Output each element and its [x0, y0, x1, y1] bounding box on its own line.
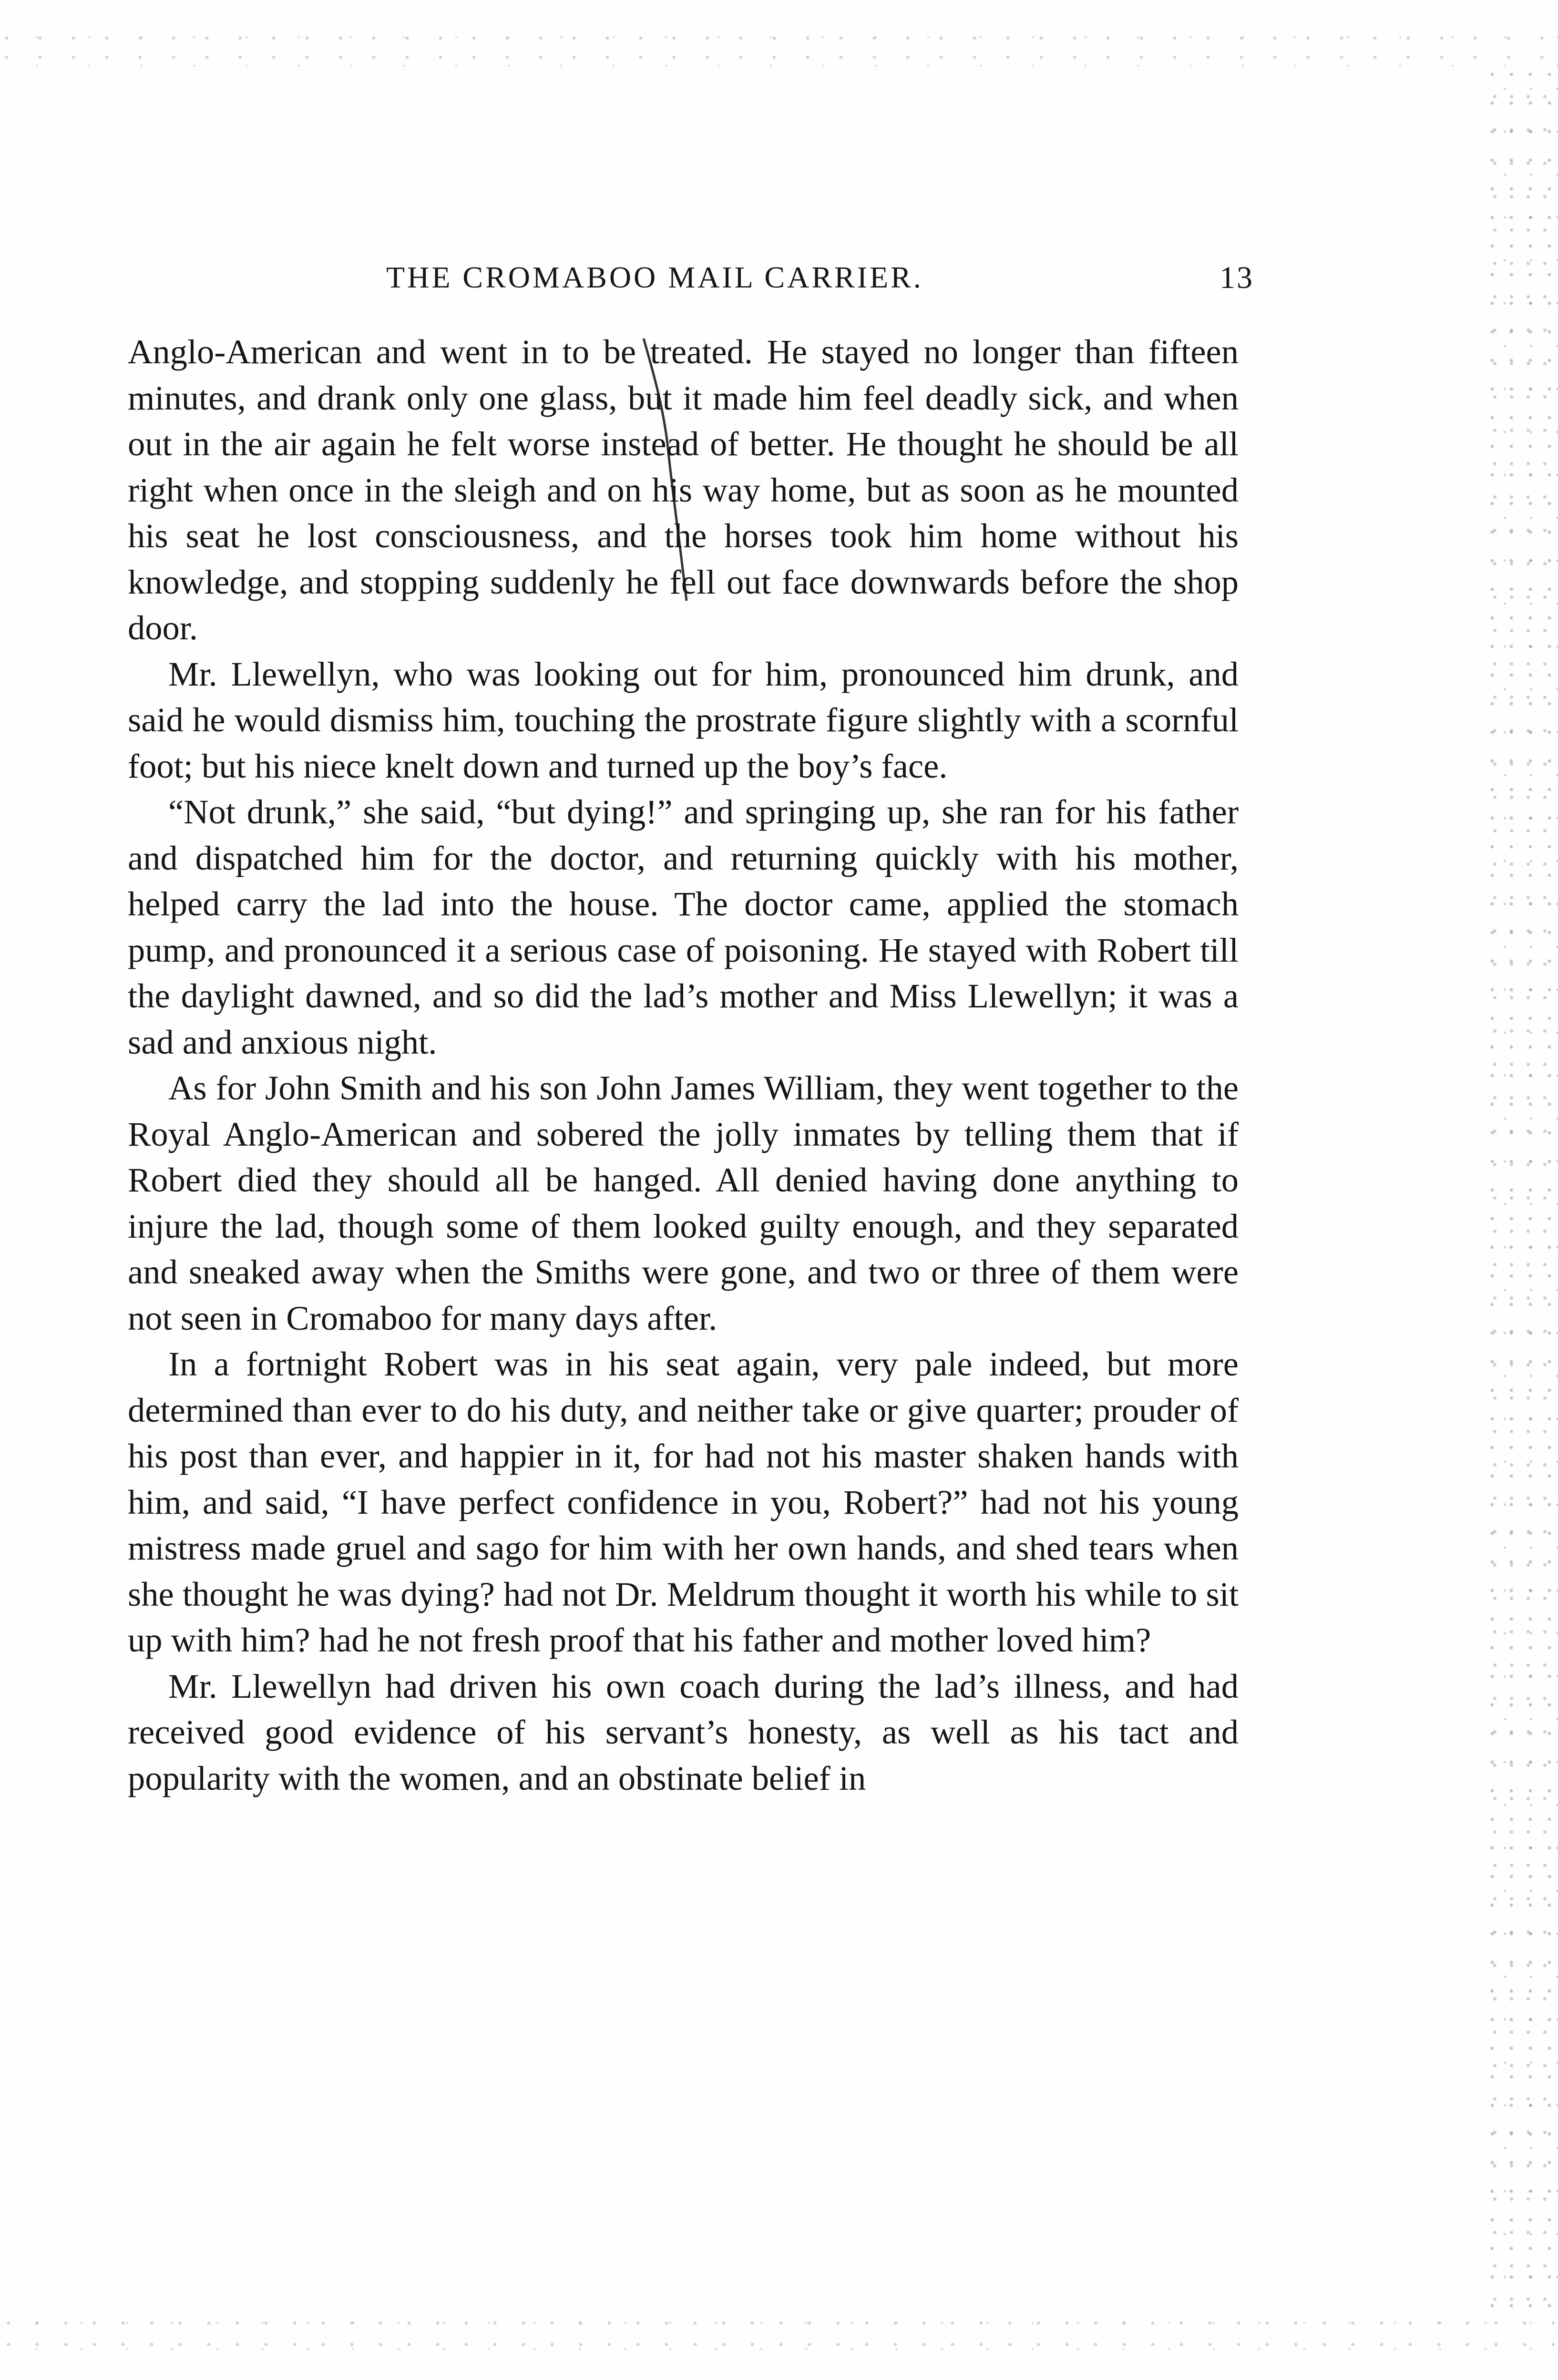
scan-noise-right-edge — [1486, 72, 1558, 2312]
running-head — [386, 250, 1321, 303]
paragraph: In a fortnight Robert was in his seat again, very pale indeed, but more determined than ever to do his duty, and neither take or give quarter; prouder of his post than ever, and happier in it, for had not his master shaken hands with him, and said, “I have perfect confidence in you, Robert?” had not his young mistress made gruel and sago for him with her own hands, and shed tears when she thought he was dying? had not Dr. Meldrum thought it worth his while to sit up with him? had he not fresh proof that his father and mother loved him? — [128, 1344, 1239, 1659]
body-text — [128, 329, 1239, 1801]
paragraph: Anglo-American and went in to be treated. He stayed no longer than fifteen minutes, and drank only one glass, but it made him feel deadly sick, and when out in the air again he felt worse instead of better. He thought he should be all right when once in the sleigh and on his way home, but as soon as he mounted his seat he lost consciousness, and the horses took him home without his knowledge, and stopping suddenly he fell out face downwards before the shop door. — [128, 332, 1239, 647]
paragraph: “Not drunk,” she said, “but dying!” and springing up, she ran for his father and dispatched him for the doctor, and returning quickly with his mother, helped carry the lad into the house. The doctor came, applied the stomach pump, and pronounced it a serious case of poisoning. He stayed with Robert till the daylight dawned, and so did the lad’s mother and Miss Llewellyn; it was a sad and anxious night. — [128, 792, 1239, 1061]
scan-noise-top — [0, 29, 1558, 72]
page-number: 13 — [1220, 260, 1254, 295]
running-head-title: THE CROMABOO MAIL CARRIER. — [386, 260, 923, 294]
paragraph: As for John Smith and his son John James William, they went together to the Royal Anglo-American and sobered the jolly inmates by telling them that if Robert died they should all be hanged. All denied having done anything to injure the lad, though some of them looked guilty enough, and they separated and sneaked away when the Smiths were gone, and two or three of them were not seen in Cromaboo for many days after. — [128, 1068, 1239, 1337]
scan-noise-bottom — [0, 2312, 1558, 2360]
paragraph: Mr. Llewellyn had driven his own coach during the lad’s illness, and had received good evidence of his servant’s honesty, as well as his tact and popularity with the women, and an obstinate belief in — [128, 1666, 1239, 1797]
paragraph: Mr. Llewellyn, who was looking out for him, pronounced him drunk, and said he would dismiss him, touching the prostrate figure slightly with a scornful foot; but his niece knelt down and turned up the boy’s face. — [128, 654, 1239, 785]
